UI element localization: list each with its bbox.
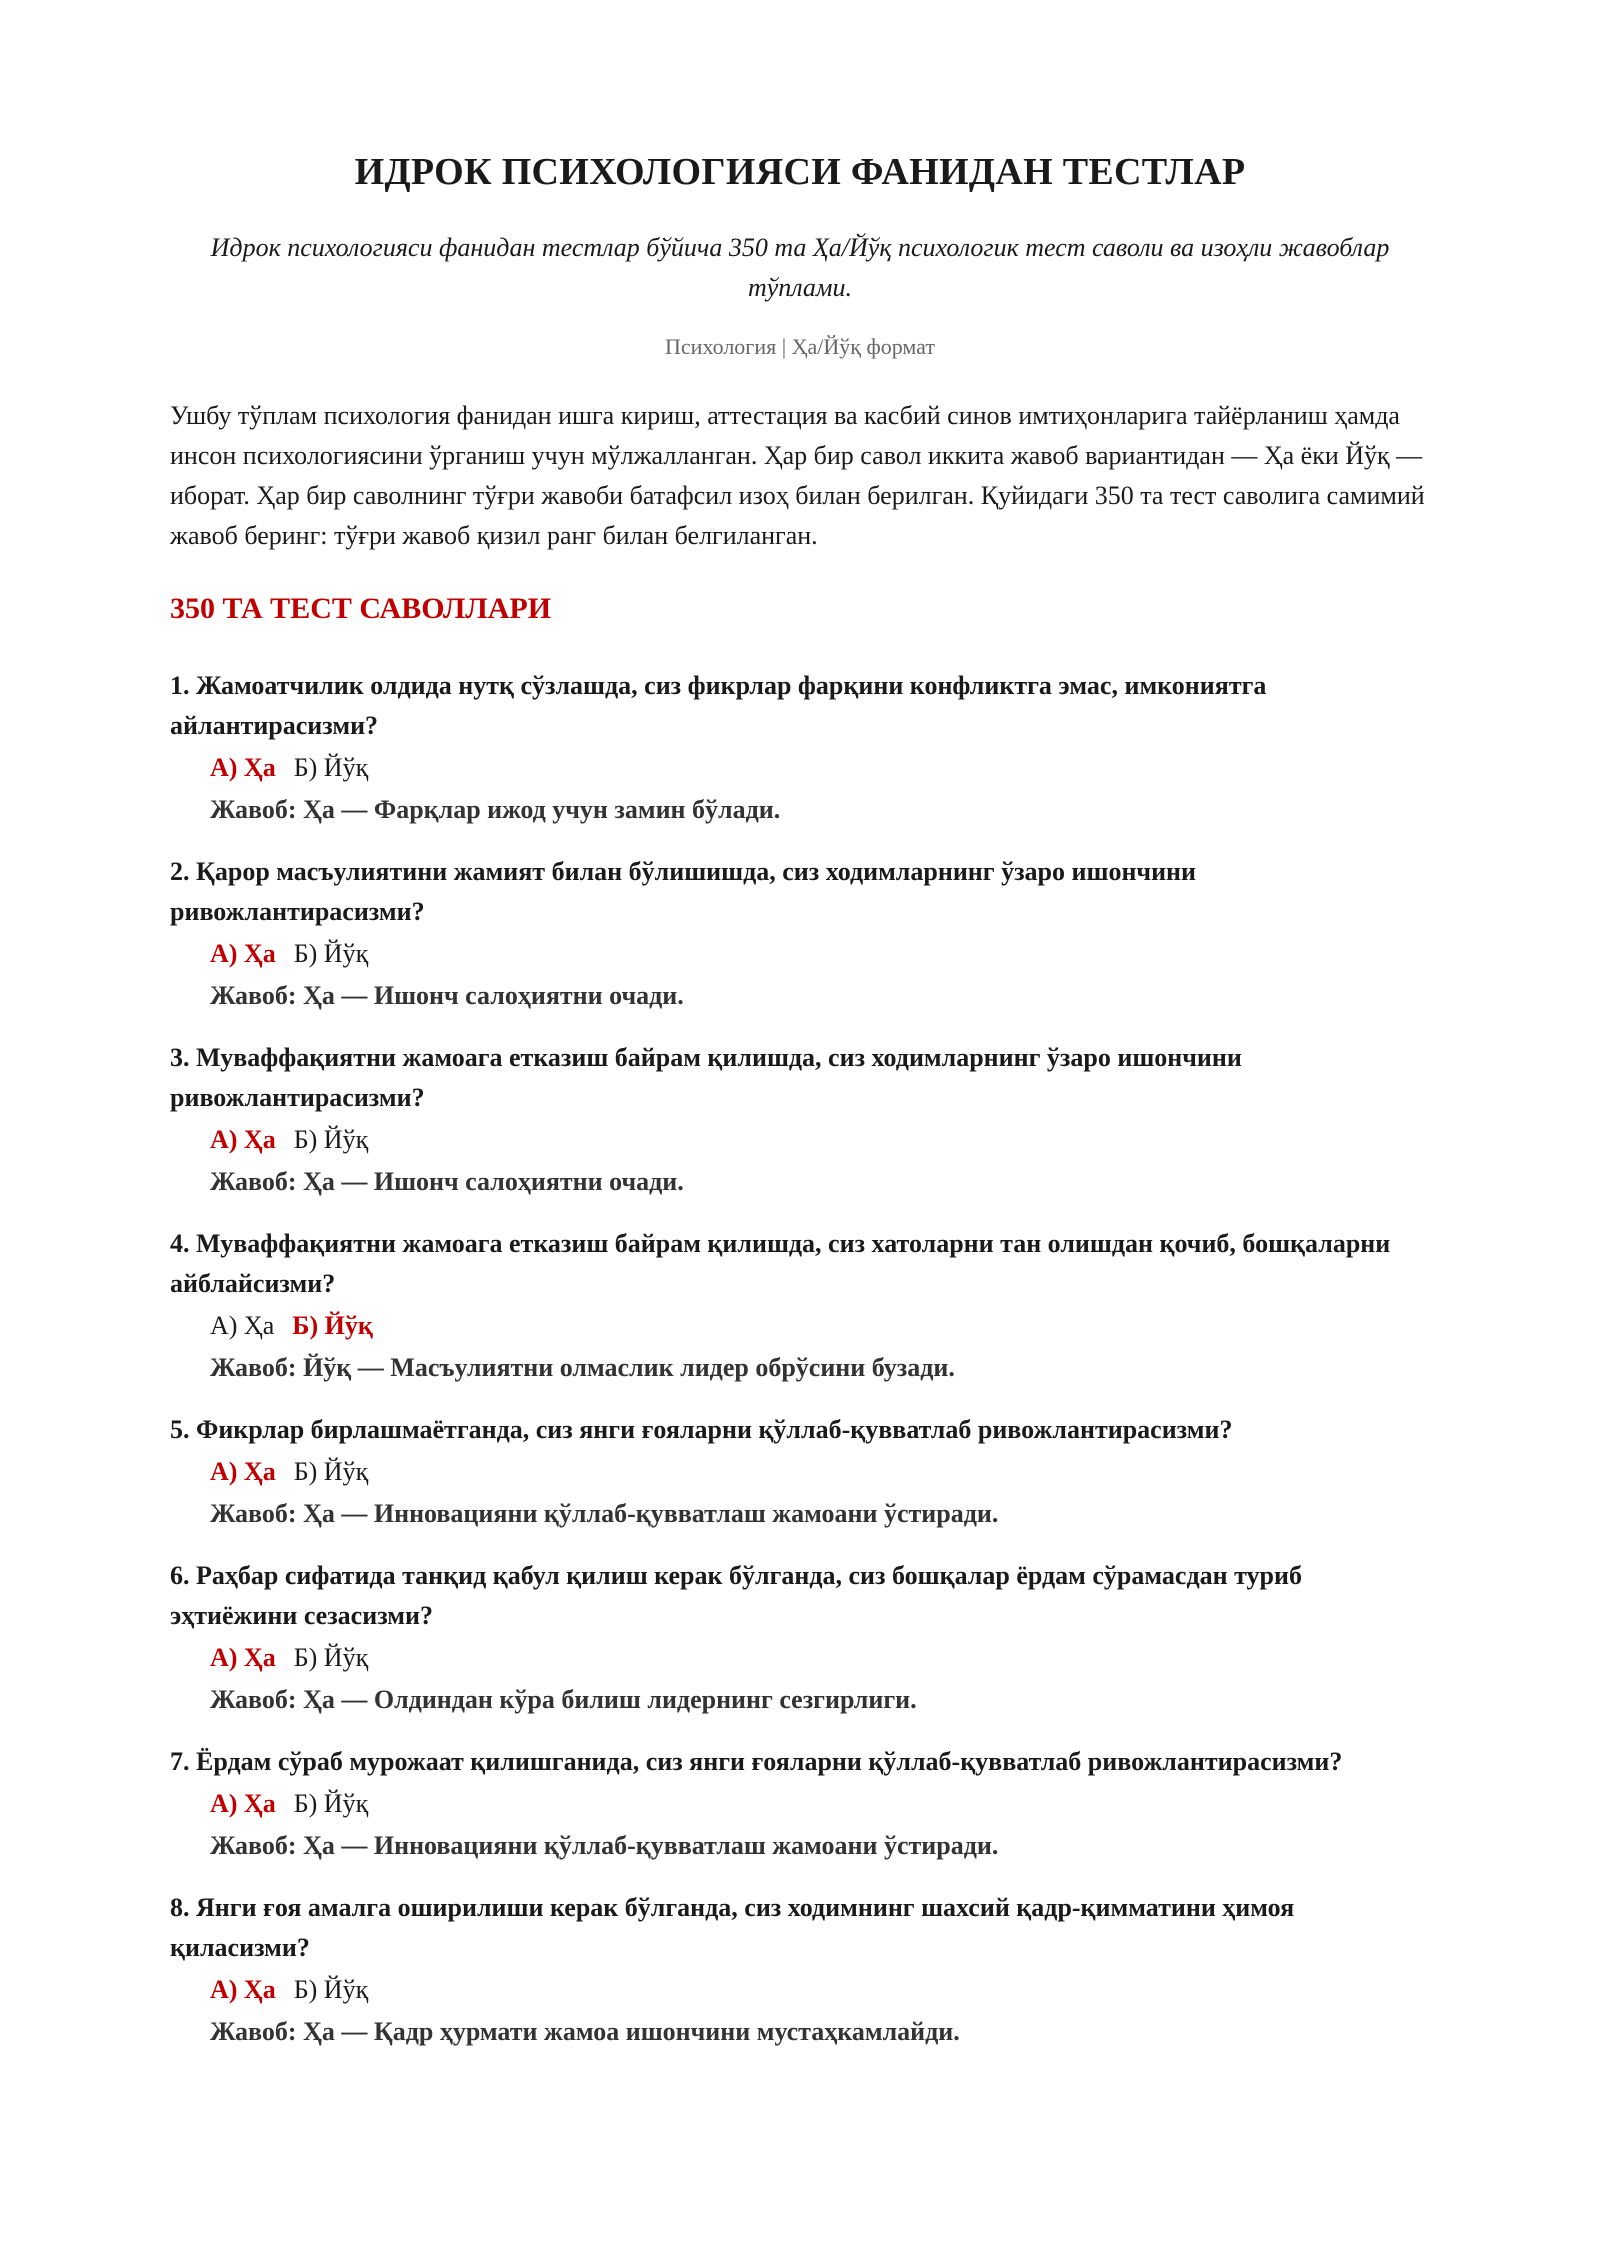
answer-options <box>170 748 1430 788</box>
answer-options <box>170 1784 1430 1824</box>
answer-options <box>170 1120 1430 1160</box>
question-text: 3. Муваффақиятни жамоага етказиш байрам қилишда, сиз ходимларнинг ўзаро ишончини ривожлантирасизми? <box>170 1043 1242 1112</box>
intro-paragraph: Ушбу тўплам психология фанидан ишга кириш, аттестация ва касбий синов имтиҳонларига тайёрланиш ҳамда инсон психологиясини ўрганиш учун мўлжалланган. Ҳар бир савол иккита жавоб вариантидан — Ҳа ёки Йўқ — иборат. Ҳар бир саволнинг тўғри жавоби батафсил изоҳ билан берилган. Қуйидаги 350 та тест саволига самимий жавоб беринг: тўғри жавоб қизил ранг билан белгиланган. <box>170 401 1425 550</box>
question-item <box>170 1410 1430 1534</box>
answer-explanation: Жавоб: Ҳа — Қадр ҳурмати жамоа ишончини мустаҳкамлайди. <box>210 2017 960 2046</box>
question-item <box>170 1224 1430 1388</box>
option-a: А) Ҳа <box>210 1975 276 2004</box>
section-heading: 350 ТА ТЕСТ САВОЛЛАРИ <box>170 592 552 625</box>
option-b: Б) Йўқ <box>293 1789 369 1818</box>
question-text: 7. Ёрдам сўраб мурожаат қилишганида, сиз янги ғояларни қўллаб-қувватлаб ривожлантирасизми? <box>170 1747 1343 1776</box>
answer-options <box>170 1970 1430 2010</box>
option-a: А) Ҳа <box>210 939 276 968</box>
page-subtitle: Идрок психологияси фанидан тестлар бўйича 350 та Ҳа/Йўқ психологик тест саволи ва изоҳли жавоблар тўплами. <box>210 233 1390 302</box>
answer-options <box>170 1452 1430 1492</box>
option-b: Б) Йўқ <box>293 1975 369 2004</box>
question-text: 8. Янги ғоя амалга оширилиши керак бўлганда, сиз ходимнинг шахсий қадр-қимматини ҳимоя қиласизми? <box>170 1893 1295 1962</box>
answer-options <box>170 1638 1430 1678</box>
answer-explanation: Жавоб: Ҳа — Фарқлар ижод учун замин бўлади. <box>210 795 781 824</box>
answer-explanation: Жавоб: Ҳа — Инновацияни қўллаб-қувватлаш жамоани ўстиради. <box>210 1499 999 1528</box>
option-a: А) Ҳа <box>210 753 276 782</box>
question-text: 5. Фикрлар бирлашмаётганда, сиз янги ғояларни қўллаб-қувватлаб ривожлантирасизми? <box>170 1415 1233 1444</box>
option-b: Б) Йўқ <box>293 1643 369 1672</box>
option-a: А) Ҳа <box>210 1311 275 1340</box>
question-item <box>170 1556 1430 1720</box>
answer-explanation: Жавоб: Ҳа — Инновацияни қўллаб-қувватлаш жамоани ўстиради. <box>210 1831 999 1860</box>
question-text: 6. Раҳбар сифатида танқид қабул қилиш керак бўлганда, сиз бошқалар ёрдам сўрамасдан туриб эҳтиёжини сезасизми? <box>170 1561 1302 1630</box>
question-item <box>170 1038 1430 1202</box>
answer-options <box>170 934 1430 974</box>
answer-explanation: Жавоб: Йўқ — Масъулиятни олмаслик лидер обрўсини бузади. <box>210 1353 955 1382</box>
category-meta: Психология | Ҳа/Йўқ формат <box>665 334 935 359</box>
question-item <box>170 1888 1430 2052</box>
option-b: Б) Йўқ <box>293 1457 369 1486</box>
question-text: 2. Қарор масъулиятини жамият билан бўлишишда, сиз ходимларнинг ўзаро ишончини ривожлантирасизми? <box>170 857 1197 926</box>
option-a: А) Ҳа <box>210 1789 276 1818</box>
option-b: Б) Йўқ <box>293 939 369 968</box>
answer-options <box>170 1306 1430 1346</box>
question-list <box>170 666 1430 2052</box>
option-b: Б) Йўқ <box>293 1125 369 1154</box>
option-b: Б) Йўқ <box>293 753 369 782</box>
answer-explanation: Жавоб: Ҳа — Ишонч салоҳиятни очади. <box>210 1167 684 1196</box>
question-item <box>170 1742 1430 1866</box>
page-title: ИДРОК ПСИХОЛОГИЯСИ ФАНИДАН ТЕСТЛАР <box>354 151 1246 193</box>
option-b: Б) Йўқ <box>292 1311 373 1340</box>
answer-explanation: Жавоб: Ҳа — Ишонч салоҳиятни очади. <box>210 981 684 1010</box>
question-item <box>170 666 1430 830</box>
question-text: 1. Жамоатчилик олдида нутқ сўзлашда, сиз фикрлар фарқини конфликтга эмас, имкониятга айлантирасизми? <box>170 671 1267 740</box>
option-a: А) Ҳа <box>210 1643 276 1672</box>
question-item <box>170 852 1430 1016</box>
option-a: А) Ҳа <box>210 1457 276 1486</box>
answer-explanation: Жавоб: Ҳа — Олдиндан кўра билиш лидернинг сезгирлиги. <box>210 1685 917 1714</box>
question-text: 4. Муваффақиятни жамоага етказиш байрам қилишда, сиз хатоларни тан олишдан қочиб, бошқаларни айблайсизми? <box>170 1229 1391 1298</box>
option-a: А) Ҳа <box>210 1125 276 1154</box>
